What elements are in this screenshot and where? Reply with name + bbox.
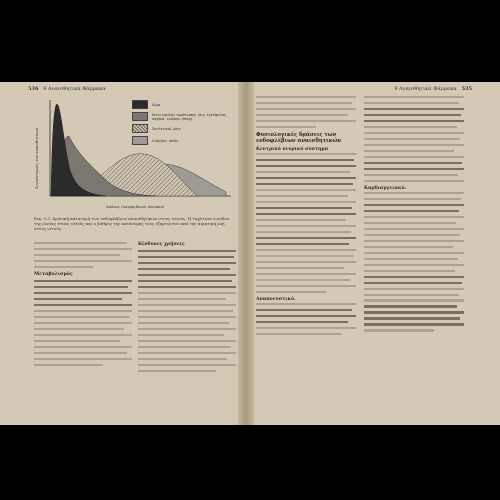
subheading-cardiovascular: Καρδιαγγειακό. xyxy=(364,185,407,191)
legend-swatch xyxy=(132,112,148,121)
legend-item-blood xyxy=(132,100,232,109)
right-page-column-1 xyxy=(256,96,356,339)
section-heading-metabolism: Μεταβολισμός xyxy=(34,272,73,278)
subheading-respiratory: Αναπνευστικό. xyxy=(256,296,296,302)
legend-swatch xyxy=(132,124,148,133)
book-spread xyxy=(0,82,500,425)
section-heading-uses: Κίνδυνες χρήσεις xyxy=(138,242,185,247)
legend-label: Αίμα xyxy=(152,102,161,107)
legend-swatch xyxy=(132,100,148,109)
legend-item-vessel-rich xyxy=(132,112,232,121)
right-page-column-2 xyxy=(364,96,464,335)
right-page xyxy=(252,82,472,425)
section-heading-physiology: Φυσιολογικές δράσεις των ενδοφλέβιων αναισθητικών xyxy=(256,132,342,145)
legend-label: Λιπώδης ιστός xyxy=(152,138,179,143)
right-running-head xyxy=(394,86,472,92)
left-page-column-2 xyxy=(138,242,236,376)
legend-item-muscle xyxy=(132,124,232,133)
left-page-column-1 xyxy=(34,242,132,370)
right-page-number: 535 xyxy=(461,86,472,92)
left-page-number: 536 xyxy=(28,86,39,92)
legend-label: Ιστοί υψηλής αιμάτωσης (π.χ. εγκέφαλος, καρδιά, ενδοκρ. ήπαρ) xyxy=(152,112,228,121)
left-running-title: 9 Αναισθητικά Φάρμακα xyxy=(43,86,106,92)
figure-y-axis-label: Συγκέντρωση του αναισθητικού xyxy=(34,128,39,190)
left-running-head xyxy=(28,86,106,92)
figure-legend xyxy=(132,100,232,148)
subheading-cns: Κεντρικό νευρικό σύστημα xyxy=(256,147,329,153)
figure-caption: Εικ. 9.3. Χρονική κατανομή των ενδοφλέβιων αναισθητικών στους ιστούς. Η ταχύτητα εισόδου της ουσίας στους ιστούς και ο βαθμός της κατανομής τους εξαρτώνται από την αιματική ροή στους ιστούς. xyxy=(34,216,230,231)
legend-label: Σκελετικοί μύες xyxy=(152,126,181,131)
legend-item-fat xyxy=(132,136,232,145)
legend-swatch xyxy=(132,136,148,145)
distribution-figure xyxy=(36,96,236,214)
figure-x-axis-label: Χρόνος (λογαριθμική κλίμακα) xyxy=(106,204,165,209)
left-page xyxy=(28,82,238,425)
right-running-title: 9 Αναισθητικά Φάρμακα xyxy=(394,86,457,92)
